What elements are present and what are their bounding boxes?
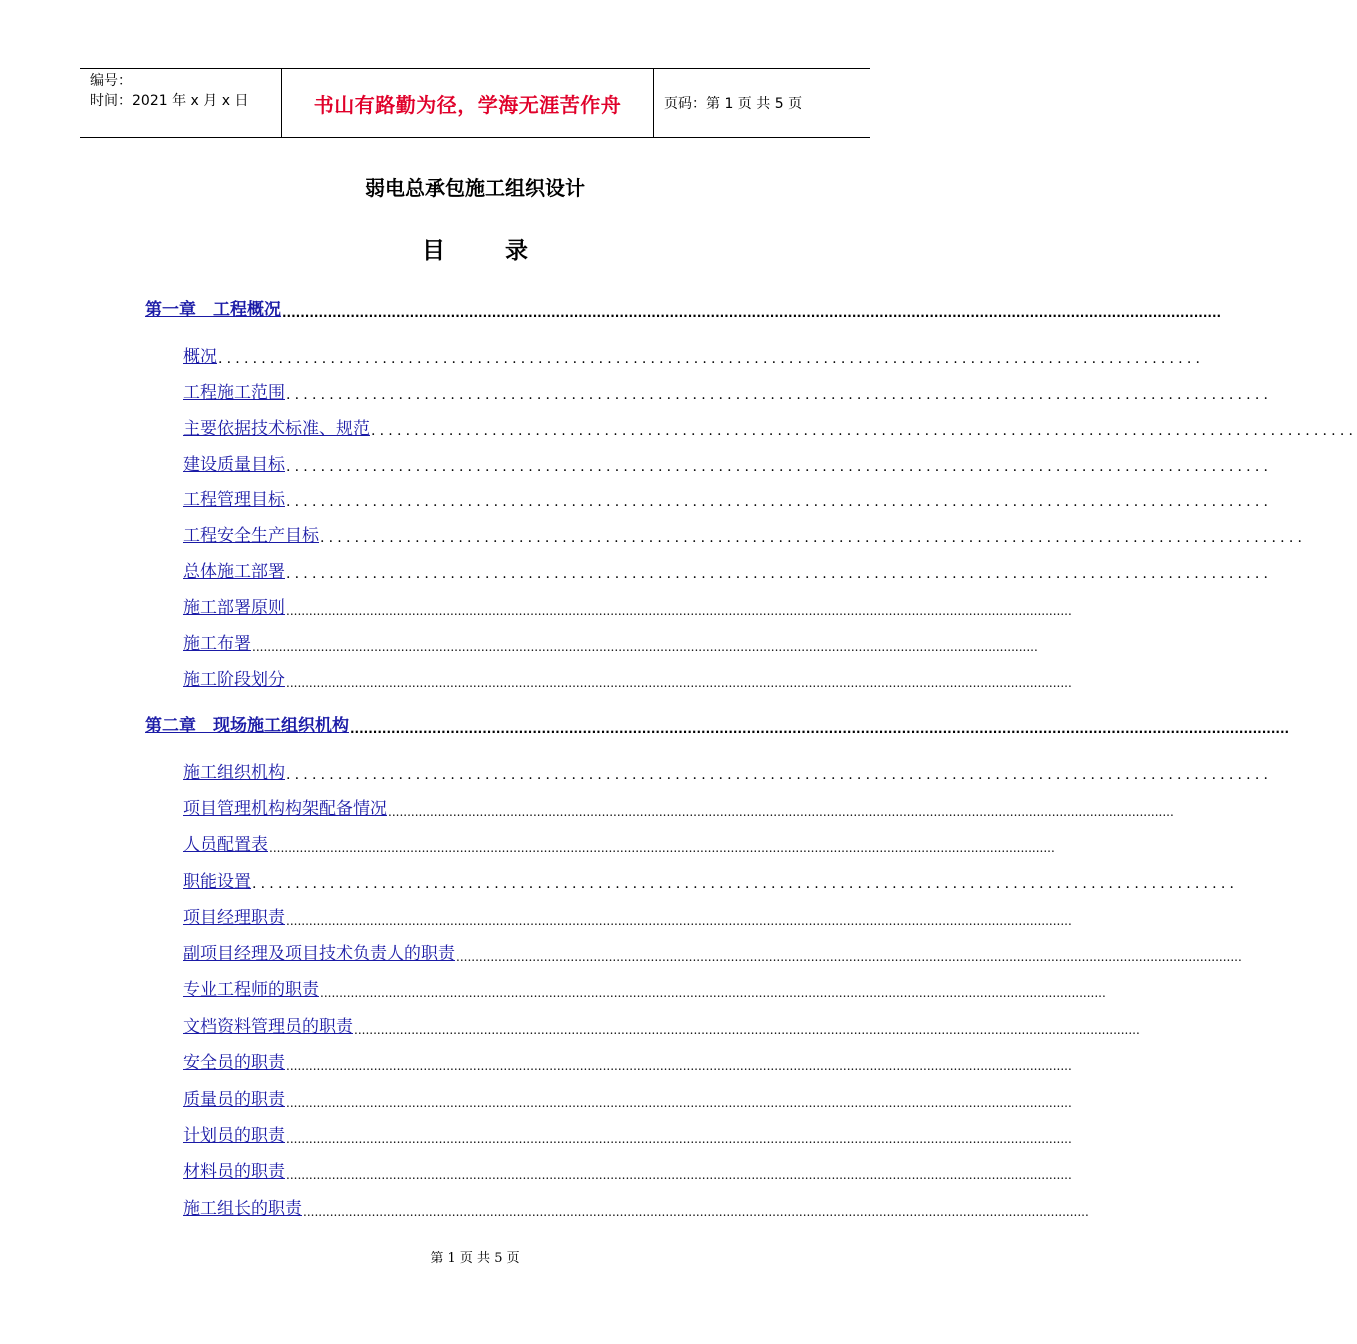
toc-entry-link[interactable]: 工程管理目标 bbox=[183, 490, 285, 510]
toc-entry-link[interactable]: 人员配置表 bbox=[183, 835, 268, 855]
toc-leader: .................................................................................................................. bbox=[320, 530, 1307, 546]
toc-leader: .............................................................................................................................................................................................................. bbox=[286, 1132, 1072, 1146]
toc-entry[interactable] bbox=[183, 976, 1106, 1000]
toc-entry[interactable] bbox=[183, 666, 1072, 690]
toc-leader: .............................................................................................................................................................................................................. bbox=[320, 986, 1106, 1000]
header-meta-cell bbox=[80, 69, 282, 137]
toc-entry[interactable] bbox=[183, 868, 1239, 892]
toc-entry-link[interactable]: 总体施工部署 bbox=[183, 562, 285, 582]
toc-entry[interactable] bbox=[183, 1049, 1072, 1073]
toc-entry[interactable] bbox=[183, 594, 1072, 618]
toc-heading-left: 目 bbox=[422, 238, 445, 264]
toc-entry[interactable] bbox=[183, 1195, 1089, 1219]
toc-chapter-1[interactable] bbox=[145, 296, 1222, 320]
document-title: 弱电总承包施工组织设计 bbox=[365, 176, 585, 200]
toc-entry-link[interactable]: 概况 bbox=[183, 347, 217, 367]
toc-entry-link[interactable]: 职能设置 bbox=[183, 872, 251, 892]
toc-entry[interactable] bbox=[183, 1122, 1072, 1146]
toc-entry[interactable] bbox=[183, 1013, 1140, 1037]
toc-entry-link[interactable]: 工程施工范围 bbox=[183, 383, 285, 403]
toc-entry[interactable] bbox=[183, 379, 1273, 403]
toc-chapter-2[interactable] bbox=[145, 712, 1290, 736]
toc-entry-link[interactable]: 安全员的职责 bbox=[183, 1053, 285, 1073]
toc-entry-link[interactable]: 施工组长的职责 bbox=[183, 1199, 302, 1219]
toc-entry[interactable] bbox=[183, 630, 1038, 654]
toc-leader: .............................................................................................................................................................................................................. bbox=[252, 640, 1038, 654]
toc-leader: .................................................................................................................. bbox=[252, 876, 1239, 892]
toc-leader: .............................................................................................................................................................................................................. bbox=[456, 950, 1242, 964]
toc-entry[interactable] bbox=[183, 486, 1273, 510]
toc-leader: .............................................................................................................................................................................................................. bbox=[350, 722, 1290, 736]
toc-leader: .............................................................................................................................................................................................................. bbox=[286, 604, 1072, 618]
toc-entry[interactable] bbox=[183, 522, 1307, 546]
toc-entry-link[interactable]: 文档资料管理员的职责 bbox=[183, 1017, 353, 1037]
toc-entry[interactable] bbox=[183, 795, 1174, 819]
toc-heading bbox=[0, 232, 950, 265]
header-page-info: 页码：第 1 页 共 5 页 bbox=[664, 96, 803, 112]
time-label: 时间：2021 年 x 月 x 日 bbox=[90, 93, 249, 109]
toc-entry-link[interactable]: 施工部署原则 bbox=[183, 598, 285, 618]
toc-leader: .................................................................................................................. bbox=[286, 767, 1273, 783]
toc-entry-link[interactable]: 建设质量目标 bbox=[183, 455, 285, 475]
toc-entry[interactable] bbox=[183, 1086, 1072, 1110]
toc-entry[interactable] bbox=[183, 558, 1273, 582]
toc-chapter-1-link[interactable]: 第一章 工程概况 bbox=[145, 300, 281, 320]
toc-entry-link[interactable]: 施工阶段划分 bbox=[183, 670, 285, 690]
toc-leader: .................................................................................................................. bbox=[286, 566, 1273, 582]
toc-leader: .............................................................................................................................................................................................................. bbox=[286, 1059, 1072, 1073]
toc-leader: .................................................................................................................. bbox=[286, 387, 1273, 403]
toc-leader: .............................................................................................................................................................................................................. bbox=[269, 841, 1055, 855]
toc-leader: .............................................................................................................................................................................................................. bbox=[286, 1096, 1072, 1110]
toc-entry[interactable] bbox=[183, 451, 1273, 475]
toc-entry[interactable] bbox=[183, 343, 1205, 367]
toc-leader: .................................................................................................................. bbox=[218, 351, 1205, 367]
toc-chapter-2-link[interactable]: 第二章 现场施工组织机构 bbox=[145, 716, 349, 736]
toc-entry-link[interactable]: 项目管理机构构架配备情况 bbox=[183, 799, 387, 819]
toc-leader: .............................................................................................................................................................................................................. bbox=[354, 1023, 1140, 1037]
toc-leader: .............................................................................................................................................................................................................. bbox=[303, 1205, 1089, 1219]
toc-leader: .............................................................................................................................................................................................................. bbox=[286, 676, 1072, 690]
toc-leader: .................................................................................................................. bbox=[286, 494, 1273, 510]
header-motto: 书山有路勤为径，学海无涯苦作舟 bbox=[282, 69, 654, 137]
toc-entry-link[interactable]: 计划员的职责 bbox=[183, 1126, 285, 1146]
toc-heading-right: 录 bbox=[505, 238, 528, 264]
toc-leader: .............................................................................................................................................................................................................. bbox=[388, 805, 1174, 819]
serial-label: 编号： bbox=[90, 73, 132, 89]
toc-entry-link[interactable]: 施工布署 bbox=[183, 634, 251, 654]
toc-entry-link[interactable]: 施工组织机构 bbox=[183, 763, 285, 783]
toc-entry[interactable] bbox=[183, 831, 1055, 855]
toc-leader: .............................................................................................................................................................................................................. bbox=[286, 914, 1072, 928]
page-footer: 第 1 页 共 5 页 bbox=[430, 1251, 520, 1266]
toc-entry[interactable] bbox=[183, 904, 1072, 928]
toc-entry-link[interactable]: 专业工程师的职责 bbox=[183, 980, 319, 1000]
toc-entry-link[interactable]: 工程安全生产目标 bbox=[183, 526, 319, 546]
toc-entry-link[interactable]: 项目经理职责 bbox=[183, 908, 285, 928]
toc-entry[interactable] bbox=[183, 759, 1273, 783]
toc-entry-link[interactable]: 质量员的职责 bbox=[183, 1090, 285, 1110]
toc-leader: .................................................................................................................. bbox=[371, 423, 1357, 439]
toc-entry[interactable] bbox=[183, 415, 1357, 439]
toc-leader: .............................................................................................................................................................................................................. bbox=[282, 306, 1222, 320]
page-header bbox=[80, 68, 870, 138]
toc-entry-link[interactable]: 副项目经理及项目技术负责人的职责 bbox=[183, 944, 455, 964]
toc-leader: .................................................................................................................. bbox=[286, 459, 1273, 475]
toc-entry-link[interactable]: 主要依据技术标准、规范 bbox=[183, 419, 370, 439]
toc-entry[interactable] bbox=[183, 1158, 1072, 1182]
toc-entry-link[interactable]: 材料员的职责 bbox=[183, 1162, 285, 1182]
toc-entry[interactable] bbox=[183, 940, 1242, 964]
toc-leader: .............................................................................................................................................................................................................. bbox=[286, 1168, 1072, 1182]
